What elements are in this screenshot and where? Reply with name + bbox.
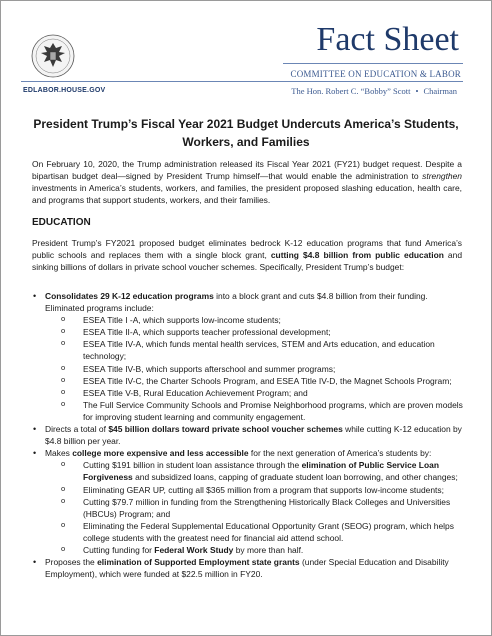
- page-title: Fact Sheet: [316, 21, 459, 58]
- sub-list-item: o The Full Service Community Schools and Promise Neighborhood programs, which are proven models for improving student learning and community engagement.: [45, 399, 464, 423]
- document-title-line-2: Workers, and Families: [182, 135, 310, 149]
- sub-list-item: o ESEA Title V-B, Rural Education Achievement Program; and: [45, 387, 464, 399]
- sub-list-item: o Cutting $79.7 million in funding from the Strengthening Historically Black Colleges and Universities (HBCUs) Program; and: [45, 496, 464, 520]
- sub-list-item: o ESEA Title IV-A, which funds mental health services, STEM and Arts education, and education technology;: [45, 338, 464, 362]
- intro-paragraph: [32, 158, 462, 206]
- sub1-bold: elimination of Public Service Loan Forgiveness: [83, 460, 439, 483]
- sub-list-item: o ESEA Title II-A, which supports teacher professional development;: [45, 326, 464, 338]
- sub-list-item: [45, 544, 464, 556]
- website-label: EDLABOR.HOUSE.GOV: [23, 87, 106, 94]
- education-lead-paragraph: [32, 237, 462, 273]
- document-title-line-1: President Trump’s Fiscal Year 2021 Budget Undercuts America’s Students,: [33, 117, 459, 131]
- bullet3-text-1: Makes: [45, 448, 73, 459]
- congressional-seal-icon: [31, 34, 75, 78]
- list-item: [32, 447, 464, 556]
- eliminated-programs-list: [45, 314, 464, 423]
- sub-list-item: o Eliminating the Federal Supplemental Educational Opportunity Grant (SEOG) program, which helps college students with the greatest need for financial aid attend school.: [45, 520, 464, 544]
- document-title: [29, 115, 463, 151]
- sub-list-item: [45, 459, 464, 483]
- sub5-text-2: by more than half.: [233, 544, 304, 555]
- bullet1-bold: Consolidates 29 K-12 education programs: [45, 291, 214, 301]
- bullet3-text-2: for the next generation of America’s students by:: [248, 448, 432, 459]
- chair-separator: •: [415, 86, 419, 96]
- intro-text-1: On February 10, 2020, the Trump administration released its Fiscal Year 2021 (FY21) budget request. Despite a bipartisan budget deal—signed by President Trump himself—that would enable the administration to: [32, 159, 462, 182]
- sub-list-item: o ESEA Title I -A, which supports low-income students;: [45, 314, 464, 326]
- list-item: [32, 423, 464, 447]
- list-item: [32, 290, 464, 423]
- sub5-bold: Federal Work Study: [154, 544, 234, 555]
- bullet2-bold: $45 billion dollars toward private school voucher schemes: [108, 424, 343, 435]
- intro-text-2: investments in America’s students, workers, and families, the president proposed slashing education, health care, and programs that support students, workers, and their families.: [32, 183, 462, 206]
- bullet4-bold: elimination of Supported Employment state grants: [97, 557, 300, 568]
- header-rule-short: [283, 63, 463, 64]
- lead-text-2: and sinking billions of dollars in private school voucher schemes. Specifically, President Trump’s budget:: [32, 250, 463, 273]
- bullet2-text-2: while cutting K-12 education by $4.8 billion per year.: [45, 424, 462, 447]
- list-item: [32, 556, 464, 580]
- header-rule: [21, 81, 463, 82]
- bullet3-bold: college more expensive and less accessible: [72, 448, 249, 459]
- sub-list-item: o Eliminating GEAR UP, cutting all $365 million from a program that supports low-income students;: [45, 484, 464, 496]
- lead-bold: cutting $4.8 billion from public education: [270, 250, 444, 261]
- sub-list-item: o ESEA Title IV-B, which supports afterschool and summer programs;: [45, 363, 464, 375]
- college-cuts-list: [45, 459, 464, 556]
- committee-name: COMMITTEE ON EDUCATION & LABOR: [290, 69, 461, 79]
- lead-text-1: President Trump’s FY2021 proposed budget eliminates bedrock K-12 education programs that fund America’s public schools and replaces them with a single block grant,: [32, 238, 462, 261]
- sub1-text-1: Cutting $191 billion in student loan assistance through the: [83, 460, 302, 471]
- sub-list-item: o ESEA Title IV-C, the Charter Schools Program, and ESEA Title IV-D, the Magnet Schools Program;: [45, 375, 464, 387]
- chair-role: Chairman: [423, 86, 457, 96]
- intro-emphasis: strengthen: [422, 171, 462, 182]
- budget-bullet-list: [32, 290, 464, 580]
- chair-name: The Hon. Robert C. “Bobby” Scott: [291, 86, 411, 96]
- bullet2-text-1: Directs a total of: [45, 424, 109, 435]
- bullet4-text-1: Proposes the: [45, 557, 98, 568]
- chair-line: [291, 86, 457, 96]
- bullet1-text: into a block grant and cuts $4.8 billion from their funding. Eliminated programs include:: [45, 291, 428, 314]
- sub5-text-1: Cutting funding for: [83, 544, 155, 555]
- section-heading-education: EDUCATION: [32, 217, 91, 228]
- bullet4-text-2: (under Special Education and Disability Employment), which were funded at $22.5 million in FY20.: [45, 557, 449, 580]
- sub1-text-2: and subsidized loans, capping of graduate student loan borrowing, and other changes;: [132, 472, 458, 483]
